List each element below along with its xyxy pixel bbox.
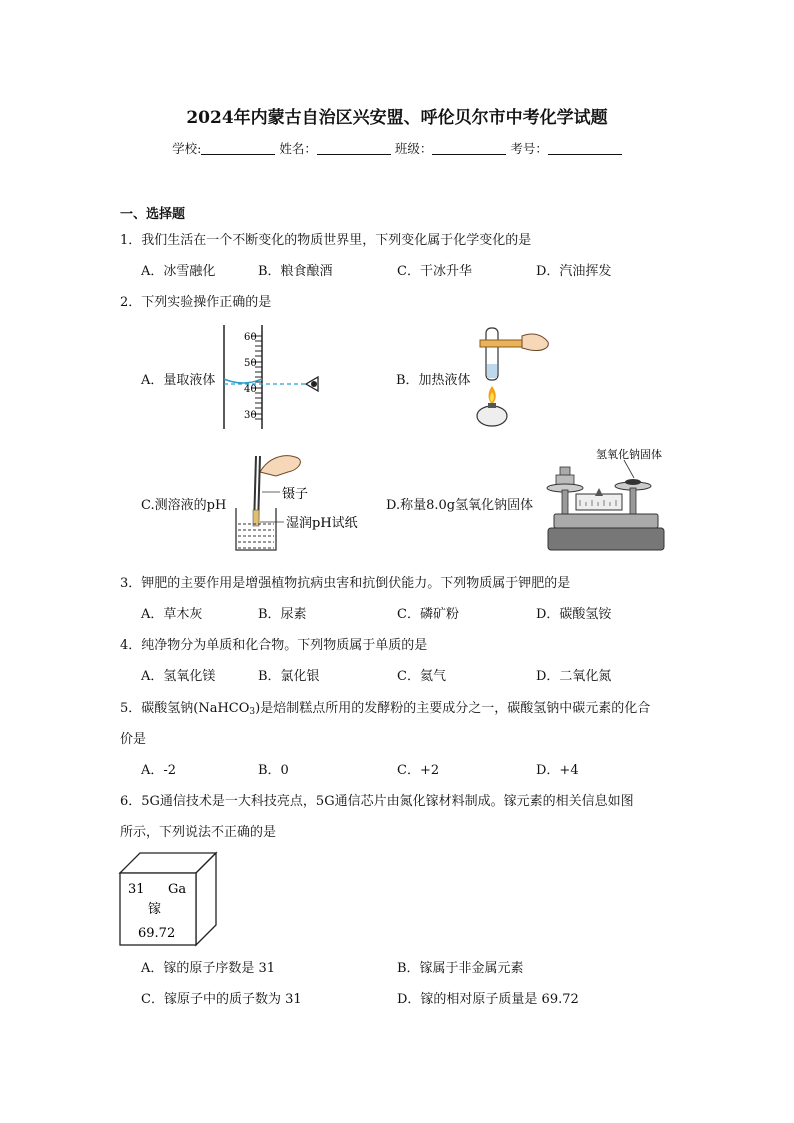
atomic-number: 31 <box>128 882 145 897</box>
name-label: 姓名： <box>279 141 317 156</box>
naoh-label: 氢氧化钠固体 <box>596 448 662 461</box>
q2-option-b[interactable]: B．加热液体 <box>396 373 471 388</box>
q5-option-d[interactable]: D．+4 <box>536 763 579 778</box>
q2-option-c[interactable]: C.测溶液的pH <box>141 498 227 513</box>
q1-option-c[interactable]: C．干冰升华 <box>397 264 472 279</box>
tick-50: 50 <box>244 358 257 369</box>
hand-icon <box>522 334 548 351</box>
q4-option-c[interactable]: C．氦气 <box>397 669 446 684</box>
q6-option-d[interactable]: D．镓的相对原子质量是 69.72 <box>397 992 579 1007</box>
class-label: 班级： <box>394 141 433 156</box>
element-card-figure <box>118 851 220 947</box>
q2-option-d[interactable]: D.称量8.0g氢氧化钠固体 <box>386 498 534 513</box>
atomic-mass: 69.72 <box>138 926 176 941</box>
question-1-stem: 1．我们生活在一个不断变化的物质世界里，下列变化属于化学变化的是 <box>120 233 532 248</box>
eye-icon <box>306 377 318 391</box>
q5-option-c[interactable]: C．+2 <box>397 763 440 778</box>
q3-option-c[interactable]: C．磷矿粉 <box>397 607 459 622</box>
q5-option-a[interactable]: A．-2 <box>141 763 177 778</box>
q5-stem-sub: 3 <box>249 707 256 717</box>
hand-icon <box>260 456 300 476</box>
exam-no-field[interactable] <box>548 142 622 155</box>
q5-option-b[interactable]: B．0 <box>258 763 289 778</box>
graduated-cylinder-figure <box>218 325 328 429</box>
q1-option-a[interactable]: A．冰雪融化 <box>141 264 216 279</box>
question-5-stem <box>120 697 650 717</box>
question-6-stem: 6．5G通信技术是一大科技亮点，5G通信芯片由氮化镓材料制成。镓元素的相关信息如图 <box>120 794 634 809</box>
q4-option-d[interactable]: D．二氧化氮 <box>536 669 612 684</box>
name-field[interactable] <box>317 142 391 155</box>
ph-test-figure <box>232 448 382 556</box>
question-6-stem-line2: 所示，下列说法不正确的是 <box>120 825 277 840</box>
q6-option-a[interactable]: A．镓的原子序数是 31 <box>141 961 276 976</box>
exam-no-label: 考号： <box>510 141 548 156</box>
tick-60: 60 <box>244 332 257 343</box>
q5-stem-part2: )是焙制糕点所用的发酵粉的主要成分之一，碳酸氢钠中碳元素的化合 <box>255 701 651 716</box>
q3-option-d[interactable]: D．碳酸氢铵 <box>536 607 612 622</box>
ph-paper-label: 湿润pH试纸 <box>286 516 358 531</box>
q4-option-a[interactable]: A．氢氧化镁 <box>141 669 216 684</box>
heating-liquid-figure <box>470 324 554 430</box>
school-field[interactable] <box>201 142 275 155</box>
q6-option-b[interactable]: B．镓属于非金属元素 <box>397 961 524 976</box>
naoh-solid <box>625 479 641 485</box>
q2-option-a[interactable]: A．量取液体 <box>141 373 216 388</box>
q6-option-c[interactable]: C．镓原子中的质子数为 31 <box>141 992 302 1007</box>
question-3-stem: 3．钾肥的主要作用是增强植物抗病虫害和抗倒伏能力。下列物质属于钾肥的是 <box>120 576 571 591</box>
balance-base <box>554 514 658 528</box>
q5-stem-part1: 5．碳酸氢钠(NaHCO <box>120 701 250 716</box>
q3-option-b[interactable]: B．尿素 <box>258 607 307 622</box>
question-2-stem: 2．下列实验操作正确的是 <box>120 295 272 310</box>
balance-figure <box>546 444 678 558</box>
element-symbol: Ga <box>168 882 187 897</box>
page-title: 2024年内蒙古自治区兴安盟、呼伦贝尔市中考化学试题 <box>186 108 608 128</box>
q3-option-a[interactable]: A．草木灰 <box>141 607 203 622</box>
section-title: 一、选择题 <box>120 207 186 222</box>
class-field[interactable] <box>432 142 506 155</box>
tweezers-label: 镊子 <box>282 487 309 502</box>
q1-option-d[interactable]: D．汽油挥发 <box>536 264 612 279</box>
student-info-line <box>0 139 794 157</box>
question-4-stem: 4．纯净物分为单质和化合物。下列物质属于单质的是 <box>120 638 428 653</box>
alcohol-lamp <box>477 406 507 426</box>
beam-scale <box>576 494 622 510</box>
q4-option-b[interactable]: B．氯化银 <box>258 669 320 684</box>
tick-40: 40 <box>244 384 257 395</box>
element-name: 镓 <box>148 902 162 917</box>
q1-option-b[interactable]: B．粮食酿酒 <box>258 264 333 279</box>
tick-30: 30 <box>244 410 257 421</box>
test-tube-holder <box>480 340 528 347</box>
school-label: 学校: <box>172 141 202 156</box>
question-5-stem-line2: 价是 <box>120 732 147 747</box>
